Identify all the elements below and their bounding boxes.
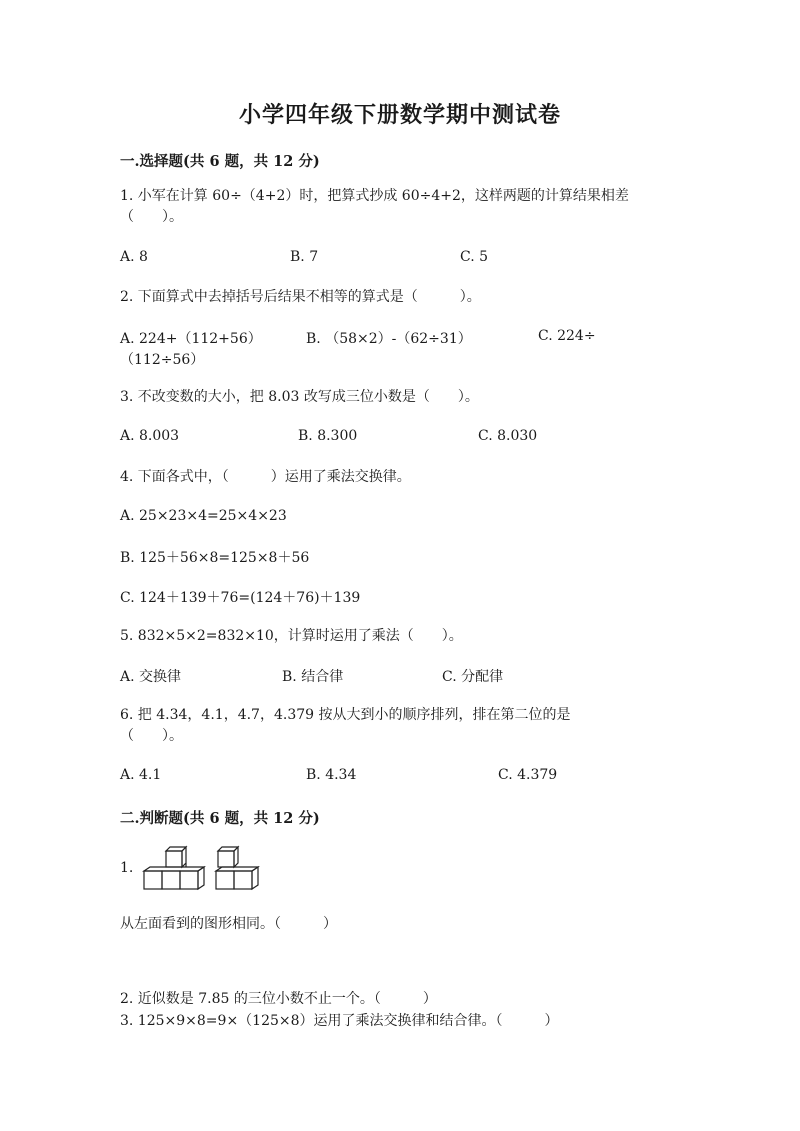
q1-option-c: C. 5	[460, 249, 489, 265]
question-1-blank: （ ）。	[120, 209, 183, 225]
question-5-text: 5. 832×5×2=832×10，计算时运用了乘法（ ）。	[120, 628, 463, 644]
question-6-text: 6. 把 4.34，4.1，4.7，4.379 按从大到小的顺序排列，排在第二位的是	[120, 707, 571, 723]
judge-question-2-text: 2. 近似数是 7.85 的三位小数不止一个。（ ）	[120, 991, 437, 1007]
q5-option-a: A. 交换律	[120, 669, 182, 685]
judge-question-1-text: 从左面看到的图形相同。（ ）	[120, 916, 337, 932]
section-heading-choice: 一.选择题(共 6 题，共 12 分)	[120, 153, 320, 170]
judge-question-1-number: 1.	[120, 860, 134, 876]
cube-view-right	[216, 847, 258, 889]
q1-option-a: A. 8	[120, 249, 148, 265]
q2-option-c: C. 224÷	[538, 328, 596, 344]
cube-view-left	[144, 847, 204, 889]
q2-option-a: A. 224+（112+56）	[120, 331, 262, 347]
q6-option-b: B. 4.34	[306, 767, 357, 783]
page-title: 小学四年级下册数学期中测试卷	[238, 102, 561, 128]
q5-option-b: B. 结合律	[282, 669, 344, 685]
q1-option-b: B. 7	[290, 249, 319, 265]
judge-question-3-text: 3. 125×9×8=9×（125×8）运用了乘法交换律和结合律。（ ）	[120, 1013, 559, 1029]
q5-option-c: C. 分配律	[442, 669, 504, 685]
question-1-text: 1. 小军在计算 60÷（4+2）时，把算式抄成 60÷4+2，这样两题的计算结果相差	[120, 188, 629, 204]
q6-option-a: A. 4.1	[120, 767, 162, 783]
cube-views-figure	[142, 845, 260, 891]
question-6-blank: （ ）。	[120, 728, 183, 744]
question-3-text: 3. 不改变数的大小，把 8.03 改写成三位小数是（ ）。	[120, 389, 479, 405]
q3-option-a: A. 8.003	[120, 428, 180, 444]
q4-option-b: B. 125＋56×8=125×8＋56	[120, 550, 310, 566]
q2-option-b: B. （58×2）-（62÷31）	[306, 331, 472, 347]
question-6	[120, 705, 571, 747]
question-4-text: 4. 下面各式中，（ ）运用了乘法交换律。	[120, 469, 411, 485]
q3-option-b: B. 8.300	[298, 428, 358, 444]
q3-option-c: C. 8.030	[478, 428, 538, 444]
question-1	[120, 186, 629, 228]
q6-option-c: C. 4.379	[498, 767, 558, 783]
q2-option-c-wrap: （112÷56）	[120, 352, 205, 368]
q4-option-a: A. 25×23×4=25×4×23	[120, 508, 287, 524]
section-heading-judgement: 二.判断题(共 6 题，共 12 分)	[120, 810, 320, 827]
question-2-text: 2. 下面算式中去掉括号后结果不相等的算式是（ ）。	[120, 289, 481, 305]
q4-option-c: C. 124＋139＋76=(124＋76)＋139	[120, 590, 361, 606]
